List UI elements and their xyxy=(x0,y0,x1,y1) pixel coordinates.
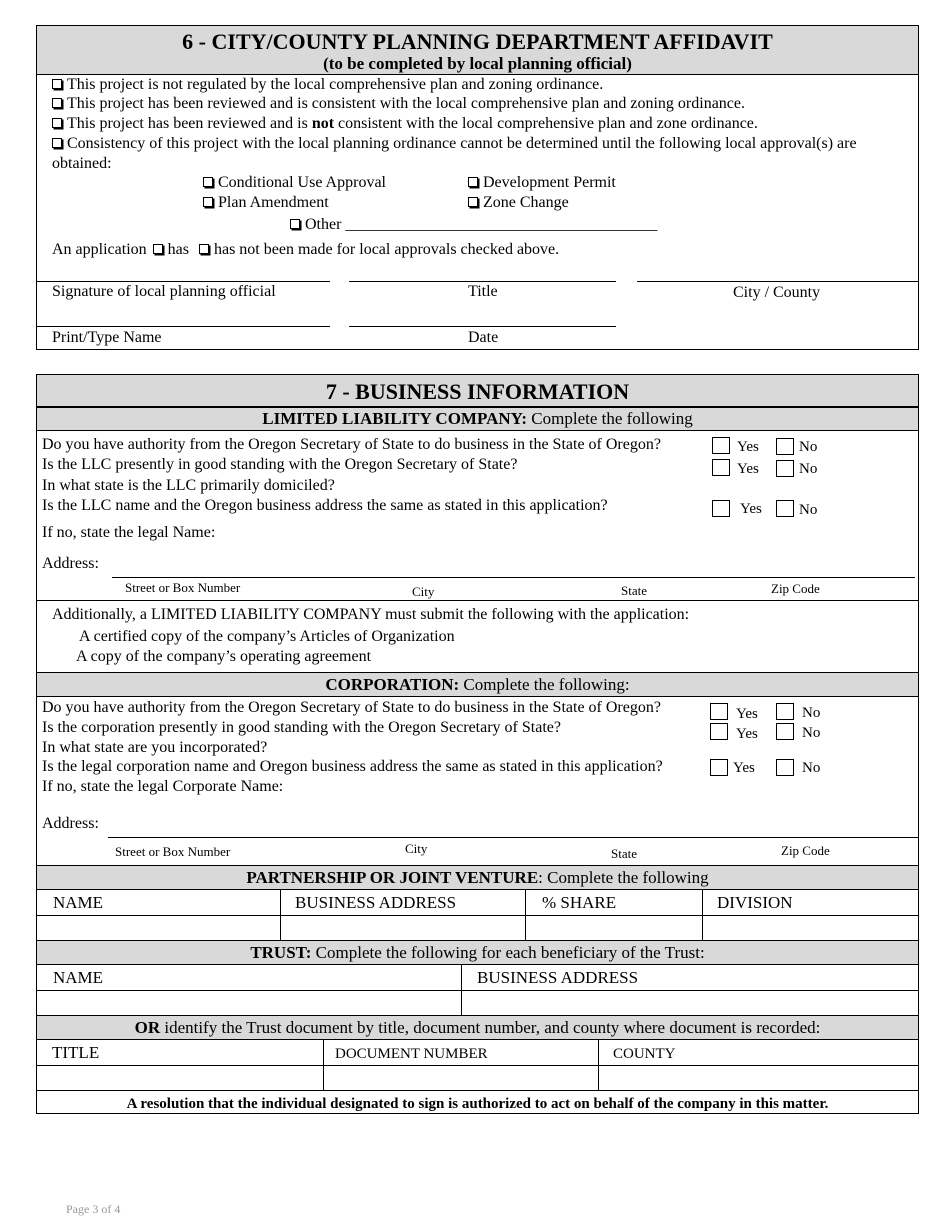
corp-question-state: In what state are you incorporated? xyxy=(42,739,268,756)
no-label: No xyxy=(799,461,818,477)
option-text: Consistency of this project with the local planning ordinance cannot be determined until the following local approval(s) are xyxy=(67,135,857,152)
print-name-label: Print/Type Name xyxy=(52,329,162,346)
resolution-note: A resolution that the individual designated to sign is authorized to act on behalf of the company in this matter. xyxy=(126,1096,829,1112)
corp-question-same-name: Is the legal corporation name and Oregon business address the same as stated in this application? xyxy=(42,758,663,775)
checkbox-has-not[interactable] xyxy=(199,244,209,254)
yes-label: Yes xyxy=(737,439,759,455)
no-label: No xyxy=(799,439,818,455)
corp-header xyxy=(36,672,919,697)
checkbox[interactable] xyxy=(52,138,62,148)
checkbox[interactable] xyxy=(203,177,213,187)
option-undetermined-line2: obtained: xyxy=(52,155,112,172)
trust-doc-col-county: COUNTY xyxy=(613,1046,676,1062)
approval-label: Zone Change xyxy=(483,194,569,211)
section7-title: 7 - BUSINESS INFORMATION xyxy=(325,379,630,404)
trust-doc-col-title: TITLE xyxy=(52,1043,100,1062)
signature-label: Signature of local planning official xyxy=(52,283,276,300)
divider xyxy=(36,1090,919,1091)
option-text: This project is not regulated by the local comprehensive plan and zoning ordinance. xyxy=(67,76,604,93)
corp-zip-label: Zip Code xyxy=(781,843,830,858)
llc-header-bold: LIMITED LIABILITY COMPANY: xyxy=(262,409,528,428)
checkbox[interactable] xyxy=(52,98,62,108)
llc-question-standing: Is the LLC presently in good standing with the Oregon Secretary of State? xyxy=(42,456,518,473)
corp-state-label: State xyxy=(611,846,637,861)
divider xyxy=(36,915,919,916)
checkbox[interactable] xyxy=(203,197,213,207)
approval-development-permit[interactable] xyxy=(468,174,616,192)
divider xyxy=(280,890,281,940)
corp-header-bold: CORPORATION: xyxy=(325,675,460,694)
llc-question-authority: Do you have authority from the Oregon Secretary of State to do business in the State of Oregon? xyxy=(42,436,661,453)
option-not-regulated[interactable] xyxy=(52,76,603,94)
trust-col-name: NAME xyxy=(53,968,104,987)
partnership-col-share: % SHARE xyxy=(542,893,617,912)
corp-question-standing: Is the corporation presently in good standing with the Oregon Secretary of State? xyxy=(42,719,561,736)
trust-col-address: BUSINESS ADDRESS xyxy=(477,968,639,987)
llc-header-rest: Complete the following xyxy=(527,409,693,428)
checkbox-has[interactable] xyxy=(153,244,163,254)
date-label: Date xyxy=(468,329,499,346)
divider xyxy=(36,600,919,601)
trust-or-header xyxy=(36,1015,919,1040)
partnership-col-name: NAME xyxy=(53,893,104,912)
section6-title: 6 - CITY/COUNTY PLANNING DEPARTMENT AFFIDAVIT xyxy=(182,29,773,54)
llc-submit-intro: Additionally, a LIMITED LIABILITY COMPANY must submit the following with the application: xyxy=(52,606,690,623)
option-text-bold: not xyxy=(311,115,335,132)
llc-same-name-yes-checkbox[interactable] xyxy=(712,500,730,517)
partnership-header-bold: PARTNERSHIP OR JOINT VENTURE xyxy=(246,868,539,887)
divider xyxy=(323,1040,324,1090)
title-label: Title xyxy=(468,283,498,300)
llc-submit-item: A copy of the company’s operating agreement xyxy=(76,648,372,665)
approval-label: Other _______________________________________ xyxy=(305,216,658,233)
corp-same-name-yes-checkbox[interactable] xyxy=(710,759,728,776)
corp-standing-yes-checkbox[interactable] xyxy=(710,723,728,740)
divider xyxy=(461,965,462,1015)
option-undetermined[interactable] xyxy=(52,135,857,153)
trust-doc-col-number: DOCUMENT NUMBER xyxy=(335,1046,488,1062)
yes-label: Yes xyxy=(736,706,758,722)
llc-submit-item: A certified copy of the company’s Articles of Organization xyxy=(79,628,455,645)
trust-header-rest: Complete the following for each beneficiary of the Trust: xyxy=(311,943,705,962)
city-county-line[interactable] xyxy=(637,281,919,282)
yes-label: Yes xyxy=(736,726,758,742)
approval-conditional-use[interactable] xyxy=(203,174,386,192)
divider xyxy=(702,890,703,940)
llc-authority-no-checkbox[interactable] xyxy=(776,438,794,455)
partnership-header-rest: : Complete the following xyxy=(538,868,709,887)
divider xyxy=(36,990,919,991)
print-name-line[interactable] xyxy=(36,326,330,327)
checkbox[interactable] xyxy=(468,177,478,187)
corp-question-authority: Do you have authority from the Oregon Secretary of State to do business in the State of Oregon? xyxy=(42,699,661,716)
trust-or-rest: identify the Trust document by title, document number, and county where document is recorded: xyxy=(160,1018,821,1037)
divider xyxy=(525,890,526,940)
corp-address-line[interactable] xyxy=(108,837,919,838)
signature-line[interactable] xyxy=(36,281,330,282)
approval-label: Plan Amendment xyxy=(218,194,329,211)
partnership-header xyxy=(36,865,919,890)
llc-state-label: State xyxy=(621,583,647,598)
application-has: has xyxy=(167,241,189,258)
llc-authority-yes-checkbox[interactable] xyxy=(712,437,730,454)
no-label: No xyxy=(799,502,818,518)
no-label: No xyxy=(802,725,821,741)
llc-zip-label: Zip Code xyxy=(771,581,820,596)
city-county-label: City / County xyxy=(733,284,821,301)
section6-subtitle: (to be completed by local planning official) xyxy=(323,54,632,73)
yes-label: Yes xyxy=(733,760,755,776)
checkbox[interactable] xyxy=(52,79,62,89)
application-status xyxy=(52,241,559,259)
partnership-col-division: DIVISION xyxy=(717,893,793,912)
llc-question-domicile: In what state is the LLC primarily domiciled? xyxy=(42,477,335,494)
corp-question-legal-name: If no, state the legal Corporate Name: xyxy=(42,778,284,795)
option-not-consistent[interactable] xyxy=(52,115,758,133)
llc-legal-name-label: If no, state the legal Name: xyxy=(42,524,216,541)
option-text-post: consistent with the local comprehensive plan and zone ordinance. xyxy=(334,115,758,132)
llc-city-label: City xyxy=(412,584,435,599)
date-line[interactable] xyxy=(349,326,616,327)
checkbox[interactable] xyxy=(468,197,478,207)
application-pre: An application xyxy=(52,241,147,258)
trust-header-bold: TRUST: xyxy=(250,943,312,962)
llc-standing-no-checkbox[interactable] xyxy=(776,460,794,477)
section7-header xyxy=(36,374,919,407)
corp-address-label: Address: xyxy=(42,815,99,832)
llc-standing-yes-checkbox[interactable] xyxy=(712,459,730,476)
llc-address-label: Address: xyxy=(42,555,99,572)
llc-address-line[interactable] xyxy=(112,577,915,578)
checkbox[interactable] xyxy=(290,219,300,229)
divider xyxy=(36,1065,919,1066)
approval-label: Development Permit xyxy=(483,174,616,191)
llc-street-label: Street or Box Number xyxy=(125,580,241,595)
llc-question-same-name: Is the LLC name and the Oregon business address the same as stated in this application? xyxy=(42,497,608,514)
approval-zone-change[interactable] xyxy=(468,194,569,212)
approval-label: Conditional Use Approval xyxy=(218,174,386,191)
page-number: Page 3 of 4 xyxy=(66,1202,121,1216)
trust-header xyxy=(36,940,919,965)
corp-header-rest: Complete the following: xyxy=(459,675,630,694)
llc-same-name-no-checkbox[interactable] xyxy=(776,500,794,517)
divider xyxy=(598,1040,599,1090)
option-text: This project has been reviewed and is consistent with the local comprehensive plan and zoning ordinance. xyxy=(67,95,746,112)
corp-same-name-no-checkbox[interactable] xyxy=(776,759,794,776)
no-label: No xyxy=(802,760,821,776)
option-text-pre: This project has been reviewed and is xyxy=(67,115,312,132)
checkbox[interactable] xyxy=(52,118,62,128)
llc-header xyxy=(36,407,919,431)
approval-other[interactable] xyxy=(290,216,657,234)
yes-label: Yes xyxy=(740,501,762,517)
section6-header xyxy=(36,25,919,75)
application-has-not: has not been made for local approvals checked above. xyxy=(213,241,560,258)
trust-or-bold: OR xyxy=(134,1018,161,1037)
approval-plan-amendment[interactable] xyxy=(203,194,329,212)
corp-authority-yes-checkbox[interactable] xyxy=(710,703,728,720)
corp-standing-no-checkbox[interactable] xyxy=(776,723,794,740)
corp-street-label: Street or Box Number xyxy=(115,844,231,859)
partnership-col-address: BUSINESS ADDRESS xyxy=(295,893,457,912)
yes-label: Yes xyxy=(737,461,759,477)
corp-authority-no-checkbox[interactable] xyxy=(776,703,794,720)
no-label: No xyxy=(802,705,821,721)
corp-city-label: City xyxy=(405,841,428,856)
title-line[interactable] xyxy=(349,281,616,282)
option-consistent[interactable] xyxy=(52,95,745,113)
